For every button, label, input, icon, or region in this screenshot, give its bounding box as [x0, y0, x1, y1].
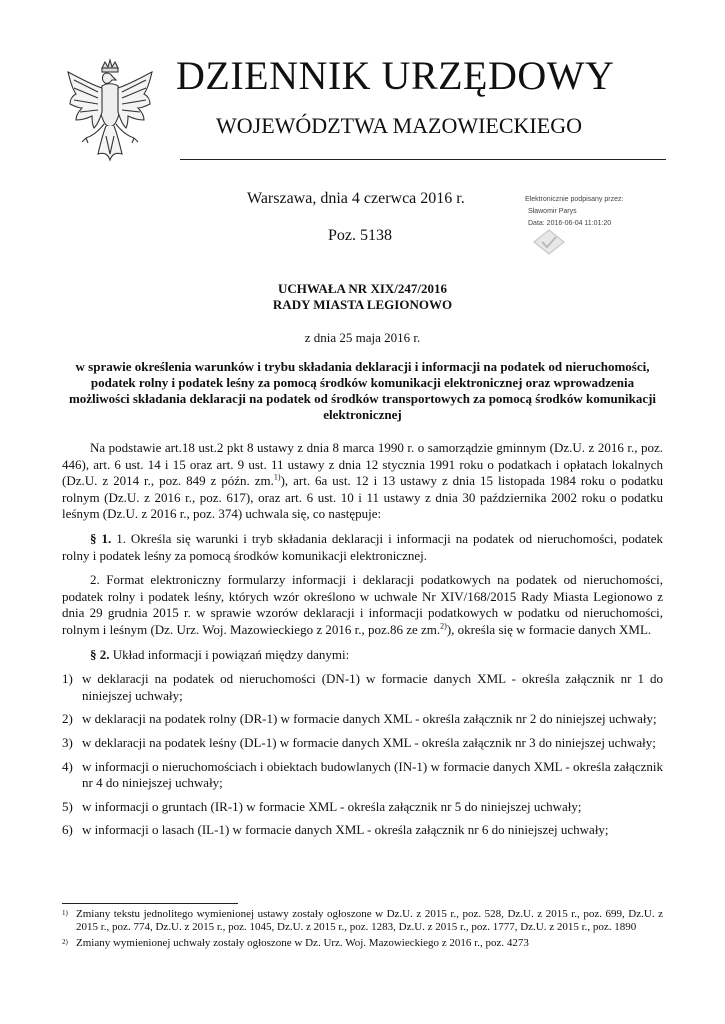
resolution-subject: w sprawie określenia warunków i trybu składania deklaracji i informacji na podatek od nieruchomości, podatek rolny i podatek leśny za pomocą środków komunikacji elektronicznej oraz wprowadzenia możliwości składania deklaracji na podatek od środków transportowych za pomocą środków komunikacji elektronicznej	[68, 359, 657, 422]
list-item: 3) w deklaracji na podatek leśny (DL-1) w formacie danych XML - określa załącznik nr 3 do niniejszej uchwały;	[62, 734, 656, 750]
footnote-ref-1: 1)	[273, 472, 281, 482]
resolution-authority: RADY MIASTA LEGIONOWO	[272, 297, 453, 312]
section-2-paragraph: § 2. Układ informacji i powiązań między danymi:	[90, 646, 350, 662]
journal-title: DZIENNIK URZĘDOWY	[176, 53, 615, 98]
footnote-ref-2: 2)	[440, 621, 447, 631]
header-divider	[180, 159, 666, 160]
signature-label: Elektronicznie podpisany przez:	[525, 196, 624, 203]
section-mark: § 2.	[90, 646, 110, 662]
electronic-signature	[525, 194, 655, 230]
signer-name: Sławomir Parys	[528, 208, 577, 215]
footnote: 1) Zmiany tekstu jednolitego wymienionej ustawy zostały ogłoszone w Dz.U. z 2015 r., poz. 528, Dz.U. z 2015 r., poz. 699, Dz.U. z 2015 r., poz. 774, Dz.U. z 2015 r., poz. 1045, Dz.U. z 2015 r., poz. 1283, Dz.U. z 2015 r., poz. 1777, Dz.U. z 2015 r., poz. 1890	[62, 908, 663, 934]
journal-subtitle: WOJEWÓDZTWA MAZOWIECKIEGO	[216, 113, 582, 138]
resolution-title	[60, 281, 665, 313]
list-item: 5) w informacji o gruntach (IR-1) w formacie XML - określa załącznik nr 5 do niniejszej uchwały;	[62, 798, 582, 814]
position-number: Poz. 5138	[328, 227, 392, 244]
signature-check-icon	[532, 228, 566, 256]
resolution-number: UCHWAŁA NR XIX/247/2016	[277, 281, 447, 296]
data-layout-list	[62, 671, 663, 839]
footnote: 2) Zmiany wymienionej uchwały zostały ogłoszone w Dz. Urz. Woj. Mazowieckiego z 2016 r., poz. 4273	[62, 936, 529, 949]
resolution-date: z dnia 25 maja 2016 r.	[304, 330, 421, 345]
signature-date: Data: 2016-06-04 11:01:20	[528, 220, 612, 227]
section-1-point-2: 2. Format elektroniczny formularzy informacji i deklaracji podatkowych na podatek od nieruchomości, podatek rolny i podatek leśny, których wzór określono w uchwale Nr XIV/168/2015 Rady Miasta Legionowo z dnia 29 grudnia 2015 r. w sprawie wzorów deklaracji i informacji podatkowych w podatku od nieruchomości, rolnym i leśnym (Dz. Urz. Woj. Mazowieckiego z 2016 r., poz.86 ze zm.$^{2)}$), określa się w formacie danych XML.	[62, 572, 663, 637]
list-item: 4) w informacji o nieruchomościach i obiektach budowlanych (IN-1) w formacie danych XML - określa załącznik nr 4 do niniejszej uchwały;	[62, 758, 663, 791]
resolution-body	[62, 440, 663, 846]
list-item: 6) w informacji o lasach (IL-1) w formacie danych XML - określa załącznik nr 6 do niniejszej uchwały;	[62, 822, 609, 838]
section-mark: § 1.	[90, 530, 112, 546]
legal-basis-paragraph: Na podstawie art.18 ust.2 pkt 8 ustawy z dnia 8 marca 1990 r. o samorządzie gminnym (Dz.U. z 2016 r., poz. 446), art. 6 ust. 14 i 15 oraz art. 9 ust. 11 ustawy z dnia 12 stycznia 1991 roku o podatkach i opłatach lokalnych (Dz.U. z 2014 r., poz. 849 z późn. zm.$^{1)}$), art. 6a ust. 12 i 13 ustawy z dnia 15 listopada 1984 roku o podatku rolnym (Dz.U. z 2016 r., poz. 617), oraz art. 6 ust. 10 i 11 ustawy z dnia 30 października 2002 roku o podatku leśnym (Dz.U. z 2016 r., poz. 374) uchwala się, co następuje:	[62, 440, 663, 522]
list-item: 1) w deklaracji na podatek od nieruchomości (DN-1) w formacie danych XML - określa załącznik nr 1 do niniejszej uchwały;	[62, 671, 663, 703]
footnote-divider	[62, 903, 238, 904]
publication-date: Warszawa, dnia 4 czerwca 2016 r.	[247, 190, 465, 207]
eagle-emblem-icon	[62, 58, 158, 168]
section-1-paragraph: § 1. 1. Określa się warunki i tryb składania deklaracji i informacji na podatek od nieruchomości, podatek rolny i podatek leśny za pomocą środków komunikacji elektronicznej.	[62, 530, 664, 563]
list-item: 2) w deklaracji na podatek rolny (DR-1) w formacie danych XML - określa załącznik nr 2 do niniejszej uchwały;	[62, 711, 657, 727]
footnotes	[62, 908, 663, 952]
